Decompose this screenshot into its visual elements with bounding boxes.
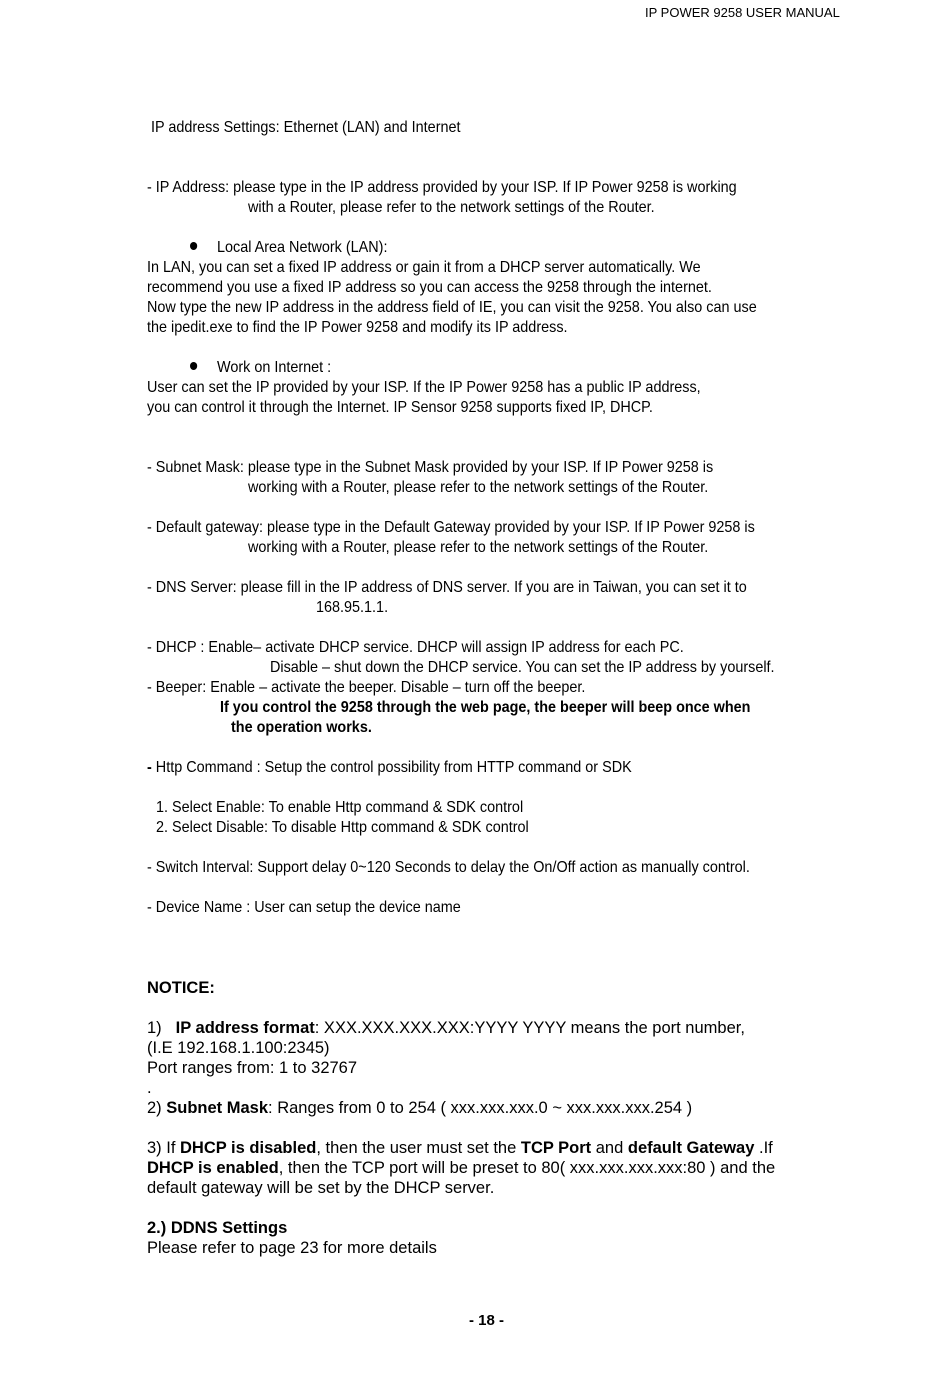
lan-line-2: recommend you use a fixed IP address so you can access the 9258 through the internet.: [147, 279, 712, 296]
lan-line-1: In LAN, you can set a fixed IP address or gain it from a DHCP server automatically. We: [147, 259, 701, 276]
ip-address-line-1: - IP Address: please type in the IP address provided by your ISP. If IP Power 9258 is working: [147, 179, 737, 196]
internet-heading: [190, 358, 331, 378]
gateway-line-2: working with a Router, please refer to the network settings of the Router.: [248, 539, 709, 556]
ddns-text: Please refer to page 23 for more details: [147, 1239, 437, 1257]
notice-3-l2-text: , then the TCP port will be preset to 80( xxx.xxx.xxx.xxx:80 ) and the: [278, 1159, 776, 1177]
gateway-line-1: - Default gateway: please type in the Default Gateway provided by your ISP. If IP Power 9258 is: [147, 519, 755, 536]
notice-title: NOTICE:: [147, 979, 215, 997]
page-number: - 18 -: [469, 1312, 505, 1329]
notice-3-line-2: [147, 1158, 775, 1178]
section-title: IP address Settings: Ethernet (LAN) and Internet: [151, 119, 461, 136]
beeper-note-line-2: the operation works.: [231, 719, 372, 736]
http-item-1: 1. Select Enable: To enable Http command & SDK control: [156, 799, 524, 816]
ddns-title: 2.) DDNS Settings: [147, 1219, 288, 1237]
running-header: IP POWER 9258 USER MANUAL: [645, 5, 840, 20]
dns-line-2: 168.95.1.1.: [316, 599, 389, 616]
bullet-icon: [190, 242, 197, 250]
notice-3-f: default Gateway: [627, 1139, 755, 1157]
lan-line-4: the ipedit.exe to find the IP Power 9258 and modify its IP address.: [147, 319, 568, 336]
notice-3-a: 3) If: [147, 1139, 181, 1157]
notice-1-bold: IP address format: [175, 1019, 315, 1037]
beeper-line-1: - Beeper: Enable – activate the beeper. Disable – turn off the beeper.: [147, 679, 586, 696]
notice-2-bold: Subnet Mask: [166, 1099, 269, 1117]
internet-line-2: you can control it through the Internet. IP Sensor 9258 supports fixed IP, DHCP.: [147, 399, 653, 416]
lan-line-3: Now type the new IP address in the address field of IE, you can visit the 9258. You also can use: [147, 299, 757, 316]
ip-address-line-2: with a Router, please refer to the network settings of the Router.: [248, 199, 655, 216]
http-item-2: 2. Select Disable: To disable Http command & SDK control: [156, 819, 529, 836]
notice-3-g: .If: [754, 1139, 773, 1157]
dhcp-line-1: - DHCP : Enable– activate DHCP service. DHCP will assign IP address for each PC.: [147, 639, 684, 656]
notice-3-line-3: default gateway will be set by the DHCP server.: [147, 1179, 495, 1197]
notice-3-d: TCP Port: [520, 1139, 592, 1157]
beeper-note-line-1: If you control the 9258 through the web page, the beeper will beep once when: [220, 699, 751, 716]
notice-1-number: 1): [147, 1019, 162, 1037]
notice-3-c: , then the user must set the: [316, 1139, 521, 1157]
subnet-line-1: - Subnet Mask: please type in the Subnet Mask provided by your ISP. If IP Power 9258 is: [147, 459, 714, 476]
lan-heading: [190, 238, 387, 258]
lan-heading-text: Local Area Network (LAN):: [217, 239, 388, 256]
http-command-line: [147, 758, 632, 778]
dns-line-1: - DNS Server: please fill in the IP address of DNS server. If you are in Taiwan, you can set it to: [147, 579, 747, 596]
notice-3-b: DHCP is disabled: [180, 1139, 317, 1157]
notice-item-2: [147, 1098, 692, 1118]
internet-heading-text: Work on Internet :: [217, 359, 332, 376]
internet-line-1: User can set the IP provided by your ISP. If the IP Power 9258 has a public IP address,: [147, 379, 701, 396]
notice-item-1: [147, 1018, 745, 1038]
notice-1-line-3: Port ranges from: 1 to 32767: [147, 1059, 358, 1077]
notice-3-l2-bold: DHCP is enabled: [147, 1159, 279, 1177]
dhcp-line-2: Disable – shut down the DHCP service. You can set the IP address by yourself.: [270, 659, 775, 676]
notice-2-number: 2): [147, 1099, 167, 1117]
notice-item-3: [147, 1138, 773, 1158]
notice-1-text: : XXX.XXX.XXX.XXX:YYYY YYYY means the port number,: [314, 1019, 745, 1037]
notice-1-line-4: .: [147, 1079, 152, 1097]
notice-2-text: : Ranges from 0 to 254 ( xxx.xxx.xxx.0 ~ xxx.xxx.xxx.254 ): [268, 1099, 693, 1117]
notice-1-line-2: (I.E 192.168.1.100:2345): [147, 1039, 330, 1057]
device-name-line: - Device Name : User can setup the device name: [147, 899, 461, 916]
http-command-text: Http Command : Setup the control possibility from HTTP command or SDK: [151, 759, 632, 776]
switch-interval-line: - Switch Interval: Support delay 0~120 Seconds to delay the On/Off action as manually control.: [147, 859, 750, 876]
notice-3-e: and: [591, 1139, 628, 1157]
http-dash: -: [147, 759, 152, 776]
bullet-icon: [190, 362, 197, 370]
subnet-line-2: working with a Router, please refer to the network settings of the Router.: [248, 479, 709, 496]
